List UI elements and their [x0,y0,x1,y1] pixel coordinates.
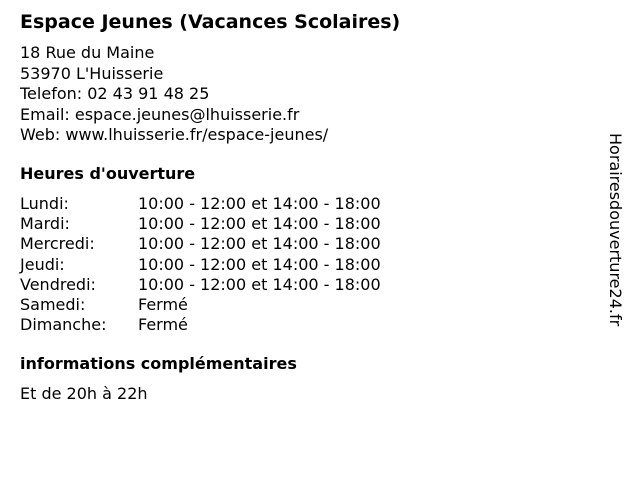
day-label: Mardi: [20,214,70,234]
day-hours: 10:00 - 12:00 et 14:00 - 18:00 [138,194,381,213]
day-hours: 10:00 - 12:00 et 14:00 - 18:00 [138,254,381,274]
site-watermark: Horairesdouverture24.fr [606,133,625,327]
day-label: Dimanche: [20,315,107,335]
additional-info-heading: informations complémentaires [20,354,297,373]
hours-row-wednesday [20,234,381,254]
address-line-2: 53970 L'Huisserie [20,63,164,83]
phone-number: Telefon: 02 43 91 48 25 [20,84,210,103]
hours-row-thursday [20,255,381,275]
day-label: Mercredi: [20,234,95,254]
additional-info-text: Et de 20h à 22h [20,384,148,403]
day-hours: 10:00 - 12:00 et 14:00 - 18:00 [138,274,381,294]
place-title: Espace Jeunes (Vacances Scolaires) [20,11,401,33]
hours-row-tuesday [20,214,381,234]
website-url: Web: www.lhuisserie.fr/espace-jeunes/ [20,125,329,144]
day-label: Samedi: [20,295,86,315]
address-line-1: 18 Rue du Maine [20,43,155,62]
hours-row-saturday [20,295,381,315]
contact-block [20,43,328,146]
hours-row-sunday [20,315,381,335]
day-hours: 10:00 - 12:00 et 14:00 - 18:00 [138,214,381,234]
opening-hours-table [20,194,381,335]
day-label: Vendredi: [20,274,96,294]
day-label: Lundi: [20,194,69,213]
email-address: Email: espace.jeunes@lhuisserie.fr [20,104,300,124]
hours-row-monday [20,194,381,214]
opening-hours-heading: Heures d'ouverture [20,164,196,183]
day-hours: Fermé [138,295,188,315]
day-label: Jeudi: [20,254,65,274]
day-hours: 10:00 - 12:00 et 14:00 - 18:00 [138,234,381,254]
day-hours: Fermé [138,315,188,335]
hours-row-friday [20,275,381,295]
